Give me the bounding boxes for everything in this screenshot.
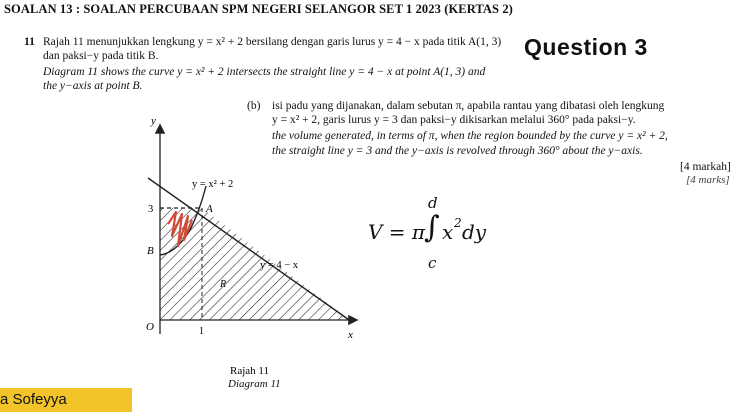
tick-y-3: 3 [148, 204, 154, 215]
differential: dy [462, 220, 487, 244]
origin-label: O [146, 321, 154, 333]
marks-bm: [4 markah] [680, 161, 731, 173]
name-overlay: a Sofeyya [0, 388, 132, 412]
question-label: Question 3 [524, 34, 648, 60]
question-number: 11 [24, 36, 35, 48]
caption-en: Diagram 11 [228, 378, 281, 390]
part-b-en-line2: the straight line y = 3 and the y−axis is revolved through 360° about the y−axis. [272, 145, 643, 157]
y-axis-label: y [151, 115, 156, 127]
caption-bm: Rajah 11 [230, 365, 269, 377]
intro-bm-line1: Rajah 11 menunjukkan lengkung y = x² + 2 bersilang dengan garis lurus y = 4 − x pada titik A(1, 3) [43, 36, 502, 48]
point-a-label: A [206, 203, 213, 215]
line-label: y = 4 − x [260, 260, 299, 271]
integrand: x [442, 220, 454, 244]
region-label: R [220, 279, 227, 290]
intro-bm-line2: dan paksi−y pada titik B. [43, 50, 159, 62]
point-b-label: B [147, 245, 154, 257]
volume-formula [364, 196, 514, 276]
part-b-bm-line1: isi padu yang dijanakan, dalam sebutan π, apabila rantau yang dibatasi oleh lengkung [272, 100, 665, 112]
lower-limit: c [428, 254, 437, 272]
tick-x-1: 1 [199, 326, 204, 337]
part-b-en-line1: the volume generated, in terms of π, when the region bounded by the curve y = x² + 2, [272, 130, 668, 142]
part-b-bm-line2: y = x² + 2, garis lurus y = 3 dan paksi−y dikisarkan melalui 360° pada paksi−y. [272, 114, 636, 126]
part-b-label: (b) [247, 100, 261, 112]
shaded-region [160, 208, 350, 320]
marks-en: [4 marks] [686, 174, 730, 186]
paper-header: SOALAN 13 : SOALAN PERCUBAAN SPM NEGERI SELANGOR SET 1 2023 (KERTAS 2) [4, 2, 513, 16]
intro-en-line2: the y−axis at point B. [43, 80, 143, 92]
integral-sign: ∫ [424, 210, 440, 245]
intro-en-line1: Diagram 11 shows the curve y = x² + 2 intersects the straight line y = 4 − x at point A(1, 3) and [43, 66, 486, 78]
formula-lhs: V = π [368, 220, 426, 244]
diagram-11 [120, 112, 370, 382]
upper-limit: d [428, 194, 438, 212]
x-axis-label: x [348, 329, 353, 341]
integrand-power: 2 [454, 216, 462, 230]
curve-label: y = x² + 2 [192, 179, 234, 190]
